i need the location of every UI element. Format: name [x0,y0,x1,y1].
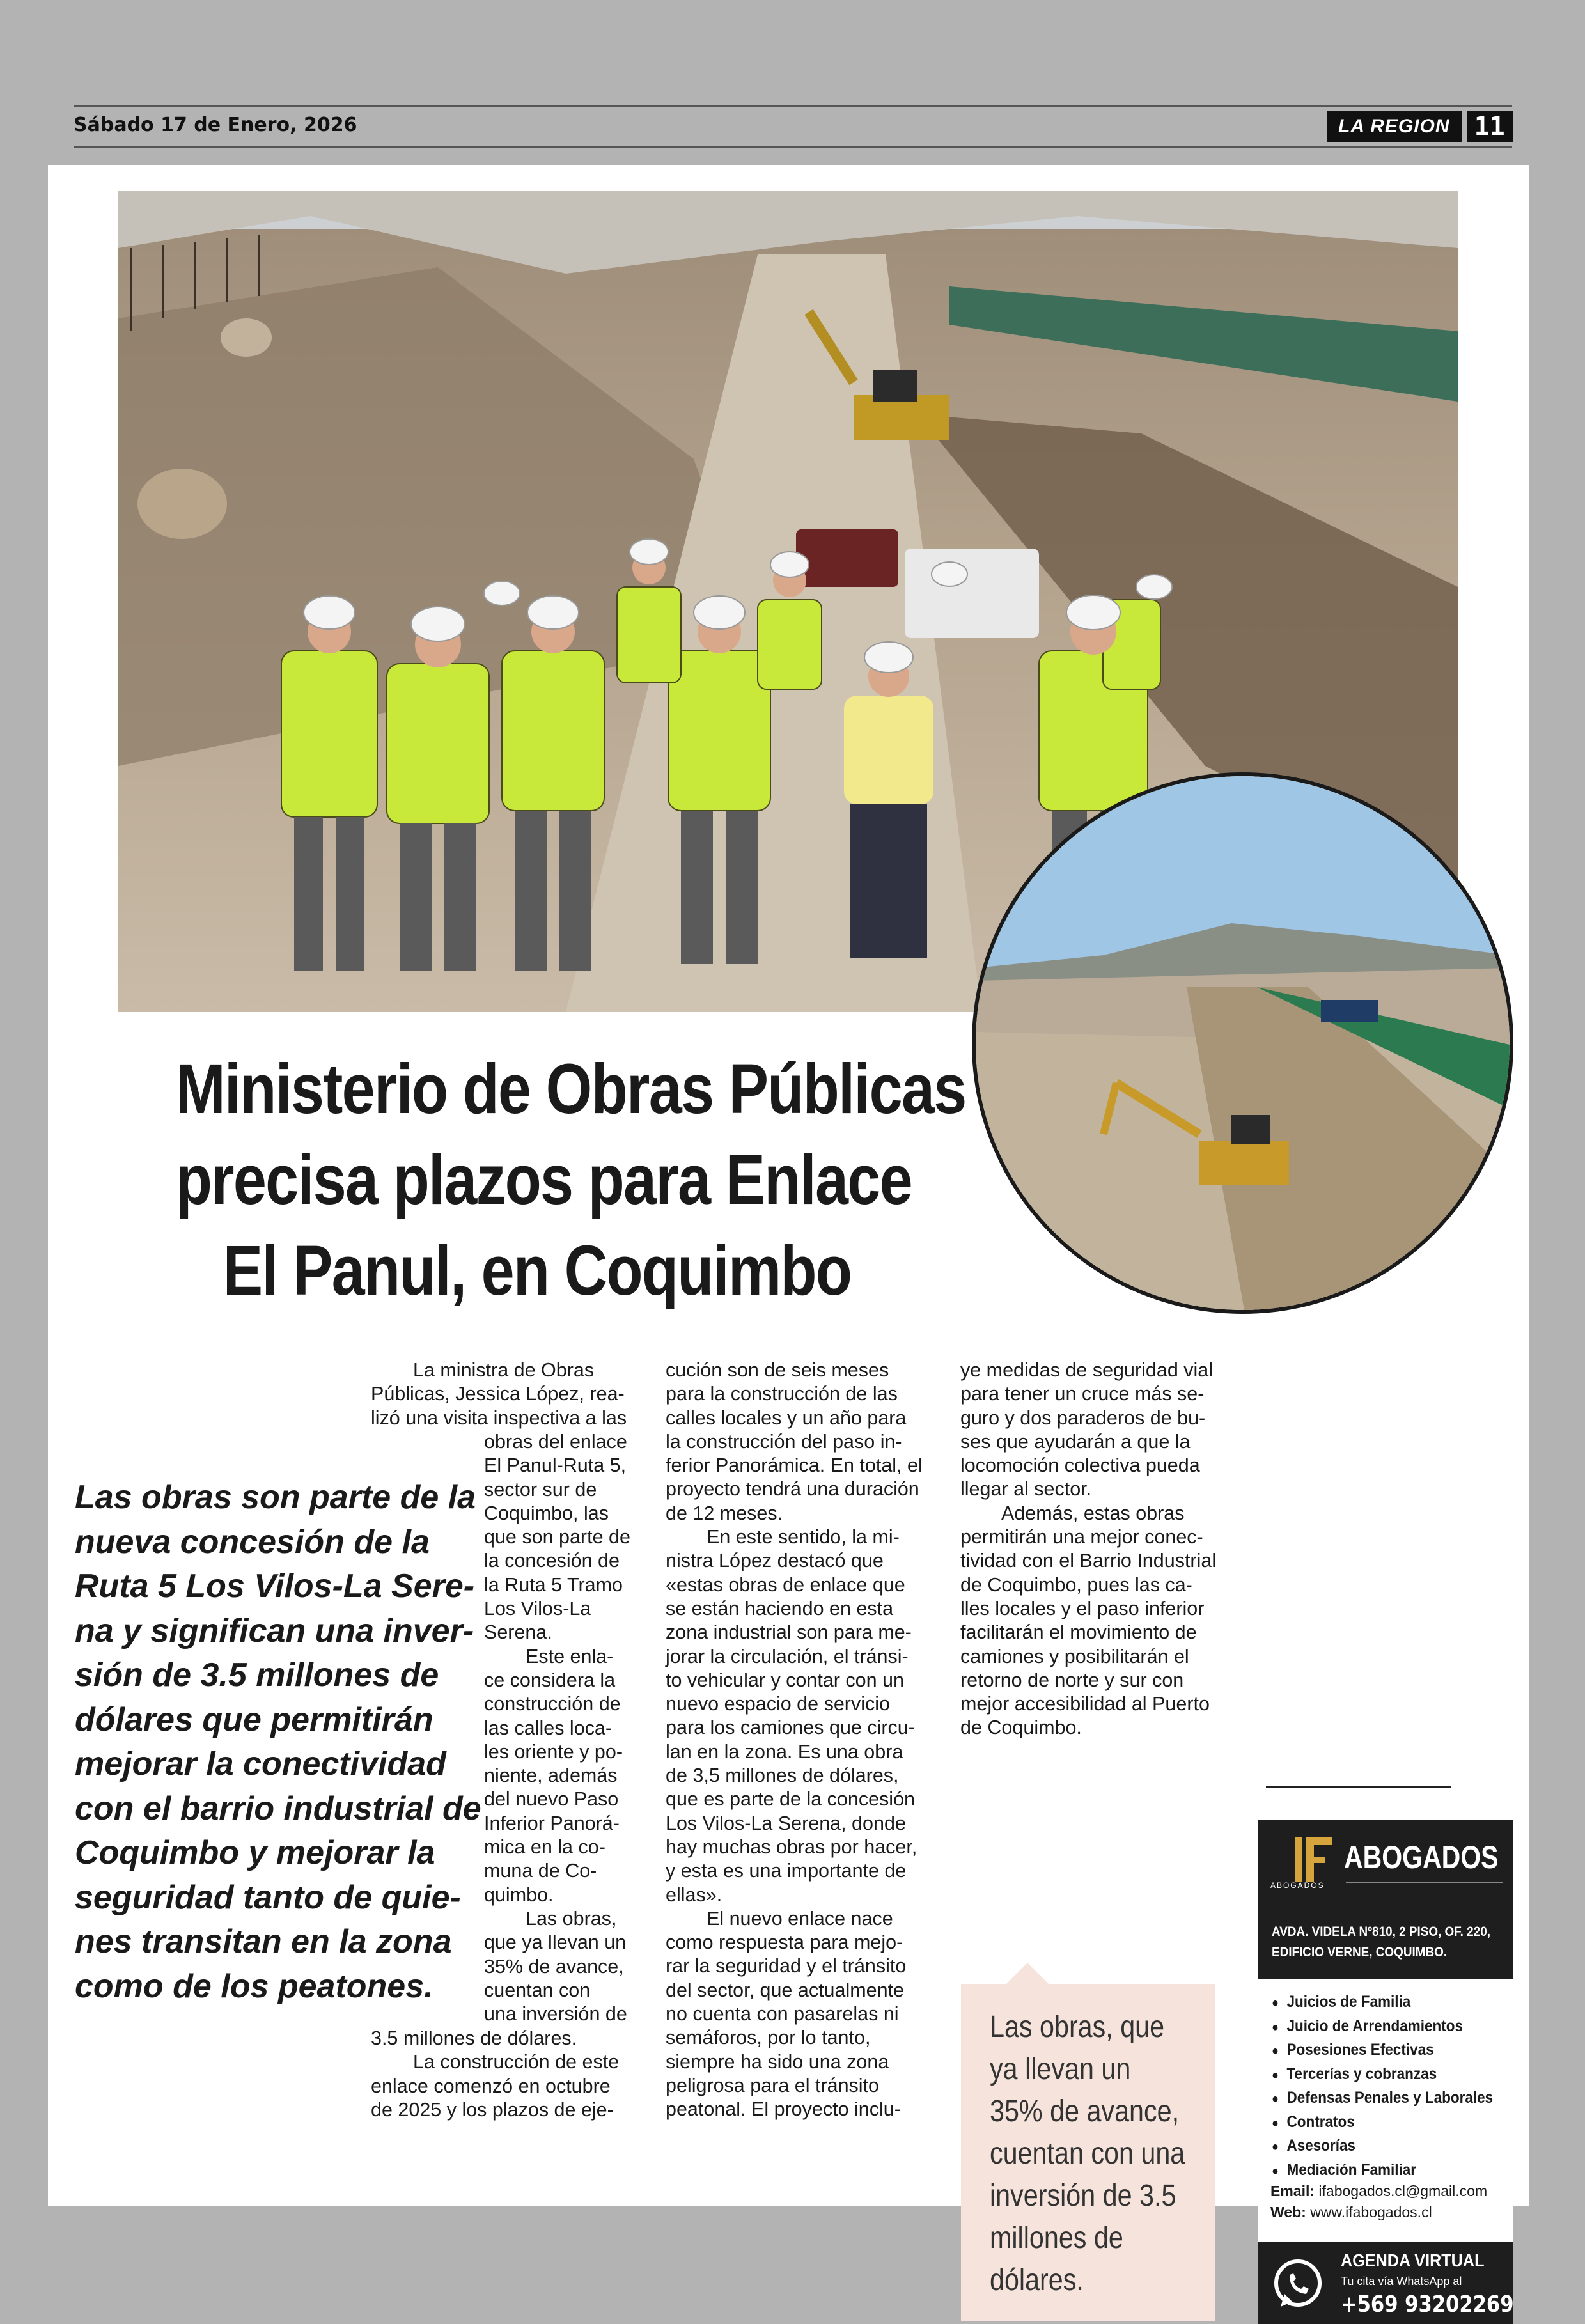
body-line: permitirán una mejor conec- [960,1526,1203,1548]
body-line: En este sentido, la mi- [707,1526,900,1548]
web-link[interactable]: www.ifabogados.cl [1310,2204,1432,2220]
body-line: de Coquimbo, pues las ca- [960,1573,1192,1596]
body-line: como respuesta para mejo- [666,1931,903,1954]
body-line: Este enla- [526,1645,614,1667]
body-line: proyecto tendrá una duración [666,1478,919,1501]
body-line: ferior Panorámica. En total, el [666,1454,923,1477]
body-line: semáforos, por lo tanto, [666,2027,871,2049]
body-line: calles locales y un año para [666,1407,907,1429]
ad-separator [1266,1786,1451,1788]
body-line: La construcción de este [413,2051,620,2073]
body-line: de 3,5 millones de dólares, [666,1765,899,1787]
ad-contact [1270,2181,1487,2223]
lead-line: con el barrio industrial de [75,1790,481,1827]
body-line: mica en la co- [484,1836,605,1859]
page-sheet [48,165,1529,2318]
headline [175,1044,966,1316]
email-label: Email: [1270,2183,1315,2199]
headline-line: precisa plazos para Enlace [175,1141,912,1219]
pull-quote-line: 35% de avance, [990,2094,1180,2128]
service-item: ● Mediación Familiar [1272,2159,1493,2183]
ad-header [1258,1820,1513,1979]
body-line: rar la seguridad y el tránsito [666,1955,907,1977]
masthead [1327,111,1513,142]
phone-number[interactable]: +569 93202269 [1341,2291,1514,2318]
ad-title: ABOGADOS [1344,1839,1499,1875]
body-line: La ministra de Obras [413,1359,595,1381]
body-line: Inferior Panorá- [484,1812,620,1834]
body-line: la construcción del paso in- [666,1430,902,1453]
ad-address-line: AVDA. VIDELA Nº810, 2 PISO, OF. 220, [1272,1924,1490,1939]
service-item: ● Juicio de Arrendamientos [1272,2015,1493,2039]
web-label: Web: [1270,2204,1306,2220]
body-line: construcción de [484,1693,621,1715]
body-column-1-top [371,1359,678,1430]
body-line: que ya llevan un [484,1931,627,1954]
lead-line: Coquimbo y mejorar la [75,1834,435,1871]
body-column-1-bottom [371,2027,678,2122]
pull-quote [990,2006,1185,2302]
ad-title-rule [1346,1882,1503,1883]
body-line: camiones y posibilitarán el [960,1645,1189,1667]
ad-address [1272,1922,1490,1963]
body-line: de 2025 y los plazos de eje- [371,2098,614,2121]
body-line: llegar al sector. [960,1478,1092,1501]
body-line: «estas obras de enlace que [666,1573,905,1596]
body-column-2 [666,1359,934,2122]
body-line: de Coquimbo. [960,1717,1082,1739]
body-line: 35% de avance, [484,1955,624,1977]
body-line: niente, además [484,1765,618,1787]
ad-footer [1258,2242,1513,2324]
body-line: guro y dos paraderos de bu- [960,1407,1206,1429]
body-line: 3.5 millones de dólares. [371,2027,577,2049]
lead-line: Las obras son parte de la [75,1479,476,1516]
body-line: del sector, que actualmente [666,1979,905,2001]
body-line: facilitarán el movimiento de [960,1621,1197,1644]
headline-line: El Panul, en Coquimbo [223,1231,852,1310]
pull-quote-line: millones de [990,2221,1123,2255]
lead-paragraph [75,1476,481,2009]
body-line: tividad con el Barrio Industrial [960,1550,1217,1572]
body-line: enlace comenzó en octubre [371,2075,611,2097]
law-firm-ad [1258,1820,1513,2324]
body-line: ellas». [666,1883,722,1906]
body-line: les oriente y po- [484,1740,623,1763]
body-line: Además, estas obras [1001,1502,1185,1524]
pull-quote-line: ya llevan un [990,2052,1131,2086]
brand-logo: LA REGION [1327,111,1462,142]
body-line: zona industrial son para me- [666,1621,912,1644]
issue-date: Sábado 17 de Enero, 2026 [74,114,357,136]
lead-line: nueva concesión de la [75,1523,430,1561]
body-line: para tener un cruce más se- [960,1383,1205,1405]
body-line: lizó una visita inspectiva a las [371,1407,627,1429]
body-line: obras del enlace [484,1431,627,1453]
body-line: ses que ayudarán a que la [960,1430,1191,1453]
body-line: Serena. [484,1621,552,1644]
pull-quote-line: inversión de 3.5 [990,2179,1176,2213]
body-line: del nuevo Paso [484,1788,619,1811]
body-column-3 [960,1359,1229,1740]
service-item: ● Asesorías [1272,2135,1493,2159]
body-line: las calles loca- [484,1717,613,1739]
body-line: muna de Co- [484,1860,597,1882]
body-line: locomoción colectiva pueda [960,1454,1200,1477]
body-line: lan en la zona. Es una obra [666,1740,903,1763]
body-line: una inversión de [484,2003,627,2025]
cita-label: Tu cita vía WhatsApp al [1341,2275,1462,2288]
body-line: y esta es una importante de [666,1860,907,1882]
body-line: El Panul-Ruta 5, [484,1454,627,1477]
lead-line: nes transitan en la zona [75,1923,452,1960]
service-item: ● Juicios de Familia [1272,1991,1493,2015]
body-line: se están haciendo en esta [666,1597,894,1619]
headline-line: Ministerio de Obras Públicas [175,1050,966,1128]
body-line: quimbo. [484,1883,554,1906]
body-line: nuevo espacio de servicio [666,1693,890,1715]
body-line: peligrosa para el tránsito [666,2074,879,2096]
lead-line: dólares que permitirán [75,1701,433,1738]
law-firm-logo-icon [1276,1831,1346,1901]
body-line: mejor accesibilidad al Puerto [960,1693,1210,1715]
lead-line: na y significan una inver- [75,1612,474,1649]
body-line: El nuevo enlace nace [707,1907,893,1930]
body-line: Públicas, Jessica López, rea- [371,1383,625,1405]
body-line: para los camiones que circu- [666,1717,915,1739]
body-line: que son parte de [484,1526,630,1548]
header-top-rule [74,105,1512,107]
page-number: 11 [1467,111,1513,142]
body-line: jorar la circulación, el tránsi- [666,1645,909,1667]
service-item: ● Tercerías y cobranzas [1272,2063,1493,2087]
header-bottom-rule [74,146,1512,148]
inset-photo [972,772,1513,1314]
body-line: cuentan con [484,1979,591,2001]
body-column-1-narrow [484,1430,631,2026]
ad-address-line: EDIFICIO VERNE, COQUIMBO. [1272,1945,1448,1960]
body-line: ye medidas de seguridad vial [960,1359,1214,1381]
services-list [1272,1991,1518,2183]
lead-line: Ruta 5 Los Vilos-La Sere- [75,1568,475,1605]
body-line: retorno de norte y sur con [960,1669,1184,1691]
body-line: cución son de seis meses [666,1359,889,1381]
body-line: hay muchas obras por hacer, [666,1836,917,1858]
callout-pointer [1006,1963,1049,1985]
service-item: ● Defensas Penales y Laborales [1272,2087,1493,2111]
lead-line: como de los peatones. [75,1967,433,2005]
ad-logo-caption: ABOGADOS [1270,1881,1325,1890]
body-line: to vehicular y contar con un [666,1669,904,1691]
lead-line: seguridad tanto de quie- [75,1878,461,1916]
body-line: Los Vilos-La [484,1598,591,1620]
body-line: lles locales y el paso inferior [960,1597,1205,1619]
body-line: Las obras, [526,1907,617,1930]
body-line: sector sur de [484,1478,597,1501]
body-line: siempre ha sido una zona [666,2050,889,2073]
service-item: ● Contratos [1272,2111,1493,2135]
pull-quote-line: dólares. [990,2263,1084,2297]
body-line: para la construcción de las [666,1383,898,1405]
body-line: Coquimbo, las [484,1502,609,1524]
body-line: nistra López destacó que [666,1550,884,1572]
body-line: de 12 meses. [666,1502,783,1524]
pull-quote-line: Las obras, que [990,2010,1165,2044]
body-line: la concesión de [484,1550,620,1572]
body-line: no cuenta con pasarelas ni [666,2003,899,2025]
body-line: peatonal. El proyecto inclu- [666,2098,901,2121]
service-item: ● Posesiones Efectivas [1272,2039,1493,2063]
pull-quote-line: cuentan con una [990,2137,1185,2171]
body-line: ce considera la [484,1669,616,1691]
lead-line: sión de 3.5 millones de [75,1657,439,1694]
email-link[interactable]: ifabogados.cl@gmail.com [1318,2183,1488,2199]
body-line: que es parte de la concesión [666,1788,915,1811]
body-line: la Ruta 5 Tramo [484,1573,623,1596]
lead-line: mejorar la conectividad [75,1745,446,1782]
agenda-label: AGENDA VIRTUAL [1341,2250,1485,2270]
body-line: Los Vilos-La Serena, donde [666,1812,906,1834]
